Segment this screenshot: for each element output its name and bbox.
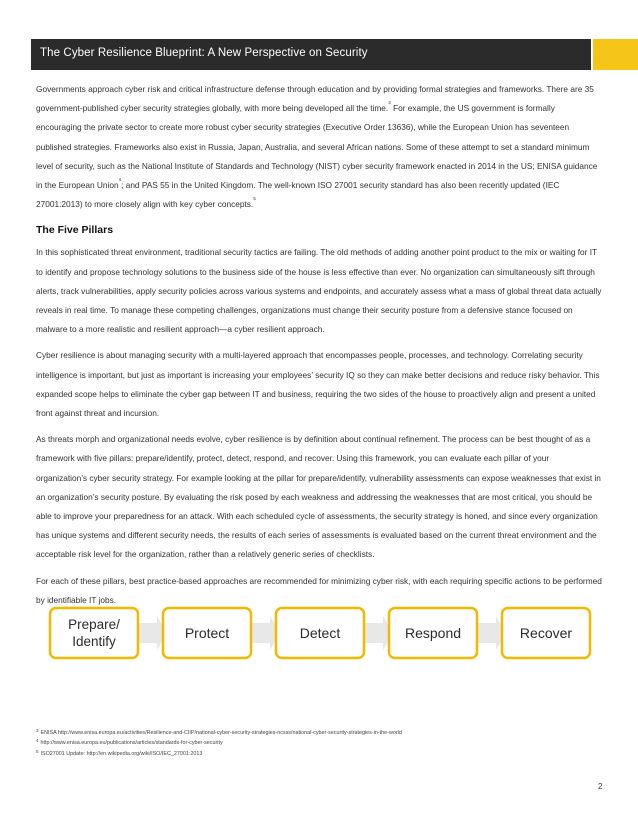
paragraph: Cyber resilience is about managing security with a multi-layered approach that encompasses people, processes, and technology. Correlating security intelligence is important, but just as important is increasing your employees’ security IQ so they can make better decisions and reduce risky behavior. This expanded scope helps to eliminate the cyber gap between IT and business, requiring the two sides of the house to proactively align and present a united front against threat and incursion. (36, 350, 600, 419)
footnote-ref-5[interactable]: 5 (253, 196, 256, 202)
body-text (36, 80, 602, 617)
footnote: $^3$ ENISA http://www.enisa.europa.eu/activities/Resilience-and-CIIP/national-cyber-security-strategies-ncsss/national-cyber-security-strategies-in-the-world (36, 728, 402, 736)
footnotes (36, 727, 402, 758)
pillar-boxes (50, 608, 590, 658)
header-accent-block (593, 39, 638, 70)
page-title: The Cyber Resilience Blueprint: A New Perspective on Security (40, 47, 368, 59)
page-number: 2 (598, 782, 603, 791)
paragraph: In this sophisticated threat environment, traditional security tactics are failing. The old methods of adding another point product to the mix or waiting for IT to identify and propose technology solutions to the business side of the house is less effective than ever. No organization can simultaneously sift through alerts, track vulnerabilities, apply security policies across various systems and endpoints, and accurately assess what a mass of global threat data actually reveals in real time. To manage these competing challenges, organizations must change their security posture from a defensive stance focused on malware to a more realistic and resilient approach—a cyber resilient approach. (36, 247, 602, 335)
pillar-label: Recover (519, 625, 573, 641)
footnote: $^5$ ISO27001 Update: http://en.wikipedia.org/wiki/ISO/IEC_27001:2013 (36, 748, 203, 757)
header-bar (31, 39, 591, 70)
five-pillars-diagram (36, 590, 602, 676)
paragraph: As threats morph and organizational needs evolve, cyber resilience is by definition about continual refinement. The process can be best thought of as a framework with five pillars: prepare/identify, protect, detect, respond, and recover. Using this framework, you can evaluate each pillar of your organization’s cyber security strategy. For example looking at the pillar for prepare/identify, vulnerability assessments can expose weaknesses that exist in an organization’s security posture. By evaluating the risk posed by each weakness and addressing the weaknesses that are most critical, you should be able to improve your preparedness for an attack. With each scheduled cycle of assessments, the security strategy is honed, and since every organization has unique systems and different security needs, the results of each series of assessments is evaluated based on the current threat environment and the acceptable risk level for the organization, rather than a relatively generic series of checklists. (36, 434, 601, 560)
pillar-label: Identify (72, 634, 116, 649)
pillar-box (276, 608, 364, 658)
pillar-box (502, 608, 590, 658)
section-heading: The Five Pillars (36, 224, 114, 237)
pillar-label: Protect (184, 625, 230, 641)
pillar-box (389, 608, 477, 658)
footnote-ref-3[interactable]: 3 (388, 100, 391, 106)
footnote-ref-4[interactable]: 4 (118, 177, 122, 183)
footnote: $^4$ http://www.enisa.europa.eu/publications/articles/standards-for-cyber-security (36, 738, 223, 747)
intro-paragraph: Governments approach cyber risk and critical infrastructure defense through education and by providing formal strategies and frameworks. There are 35 government-published cyber security strategies globally, with more being developed all the time.$^3$ For example, the US government is formally encouraging the private sector to create more robust cyber security strategies (Executive Order 13636), while the European Union has seventeen published strategies. Frameworks also exist in Russia, Japan, Australia, and several African nations. Some of these attempt to set a standard minimum level of security, such as the National Institute of Standards and Technology (NIST) cyber security framework enacted in 2014 in the US; ENISA guidance in the European Union$^4$; and PAS 55 in the United Kingdom. The well-known ISO 27001 security standard has also been recently updated (IEC 27001:2013) to more closely align with key cyber concepts.$^5$ (36, 84, 598, 210)
pillar-box (50, 608, 138, 658)
pillar-label: Detect (299, 625, 341, 641)
pillar-label: Respond (404, 625, 462, 641)
pillar-label: Prepare/ (68, 617, 120, 632)
paragraph: For each of these pillars, best practice-based approaches are recommended for minimizing cyber risk, with each requiring specific actions to be performed by identifiable IT jobs. (36, 575, 602, 605)
pillar-box (163, 608, 251, 658)
pillar-box-frame (50, 608, 138, 658)
